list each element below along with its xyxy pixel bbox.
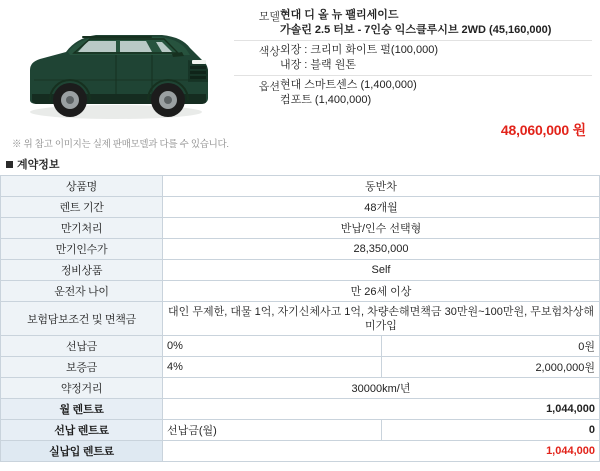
spec-color-interior: 내장 : 블랙 원톤 [280,59,356,71]
table-row [1,302,600,336]
row-label-driver-age: 운전자 나이 [1,281,163,302]
row-value-actual-rent: 1,044,000 [163,441,600,462]
contract-table [0,175,600,462]
vehicle-spec-block [230,6,592,150]
spec-color-exterior: 외장 : 크리미 화이트 펄(100,000) [280,44,439,56]
total-price: 48,060,000 원 [500,122,586,138]
table-row [1,281,600,302]
spec-row-color [234,41,592,76]
row-label-insurance: 보험담보조건 및 면책금 [1,302,163,336]
row-value-prepayment-rate: 0% [163,336,382,357]
table-row [1,218,600,239]
vehicle-summary [0,0,600,150]
row-label-actual-rent: 실납입 렌트료 [1,441,163,462]
spec-option-line1: 현대 스마트센스 (1,400,000) [280,79,417,91]
row-value-maturity-handling: 반납/인수 선택형 [163,218,600,239]
table-row [1,399,600,420]
row-value-maturity-buyout: 28,350,000 [163,239,600,260]
row-label-monthly-rent: 월 렌트료 [1,399,163,420]
row-value-mileage: 30000km/년 [163,378,600,399]
row-value-prepaid-rent-type: 선납금(월) [163,420,382,441]
contract-section-title [6,156,600,172]
contract-section-label: 계약정보 [17,159,60,171]
spec-model-line1: 현대 디 올 뉴 팰리세이드 [280,9,399,21]
row-value-insurance: 대인 무제한, 대물 1억, 자기신체사고 1억, 차량손해면책금 30만원~100만원, 무보험차상해 미가입 [163,302,600,336]
spec-label-model: 모델 [234,6,280,41]
row-value-rent-period: 48개월 [163,197,600,218]
spec-option-line2: 컴포트 (1,400,000) [280,94,372,106]
table-row [1,357,600,378]
suv-illustration-icon [12,8,222,132]
vehicle-spec-table [234,6,592,110]
total-price-row [234,120,592,140]
row-label-prepayment: 선납금 [1,336,163,357]
vehicle-image-block [8,6,230,150]
row-label-deposit: 보증금 [1,357,163,378]
table-row [1,239,600,260]
row-label-maturity-buyout: 만기인수가 [1,239,163,260]
spec-value-color [280,41,592,76]
spec-label-option: 옵션 [258,81,280,93]
spec-label-color: 색상 [234,41,280,76]
row-label-mileage: 약정거리 [1,378,163,399]
row-value-prepayment-amount: 0원 [381,336,600,357]
row-label-prepaid-rent: 선납 렌트료 [1,420,163,441]
row-value-deposit-amount: 2,000,000원 [381,357,600,378]
row-value-monthly-rent: 1,044,000 [163,399,600,420]
table-row [1,441,600,462]
row-value-maintenance: Self [163,260,600,281]
row-value-prepaid-rent-amount: 0 [381,420,600,441]
row-label-rent-period: 렌트 기간 [1,197,163,218]
table-row [1,197,600,218]
vehicle-photo [12,8,222,132]
row-label-maturity-handling: 만기처리 [1,218,163,239]
row-value-product-name: 동반차 [163,176,600,197]
table-row [1,176,600,197]
spec-row-model [234,6,592,41]
table-row [1,420,600,441]
row-value-deposit-rate: 4% [163,357,382,378]
table-row [1,336,600,357]
table-row [1,260,600,281]
spec-row-option [234,76,592,111]
spec-value-option [280,76,592,111]
table-row [1,378,600,399]
image-disclaimer: ※ 위 참고 이미지는 실제 판매모델과 다를 수 있습니다. [12,139,229,150]
row-label-maintenance: 정비상품 [1,260,163,281]
row-label-product-name: 상품명 [1,176,163,197]
row-value-driver-age: 만 26세 이상 [163,281,600,302]
spec-value-model [280,6,592,41]
spec-model-line2: 가솔린 2.5 터보 - 7인승 익스클루시브 2WD (45,160,000) [280,24,552,36]
square-bullet-icon [6,161,13,168]
